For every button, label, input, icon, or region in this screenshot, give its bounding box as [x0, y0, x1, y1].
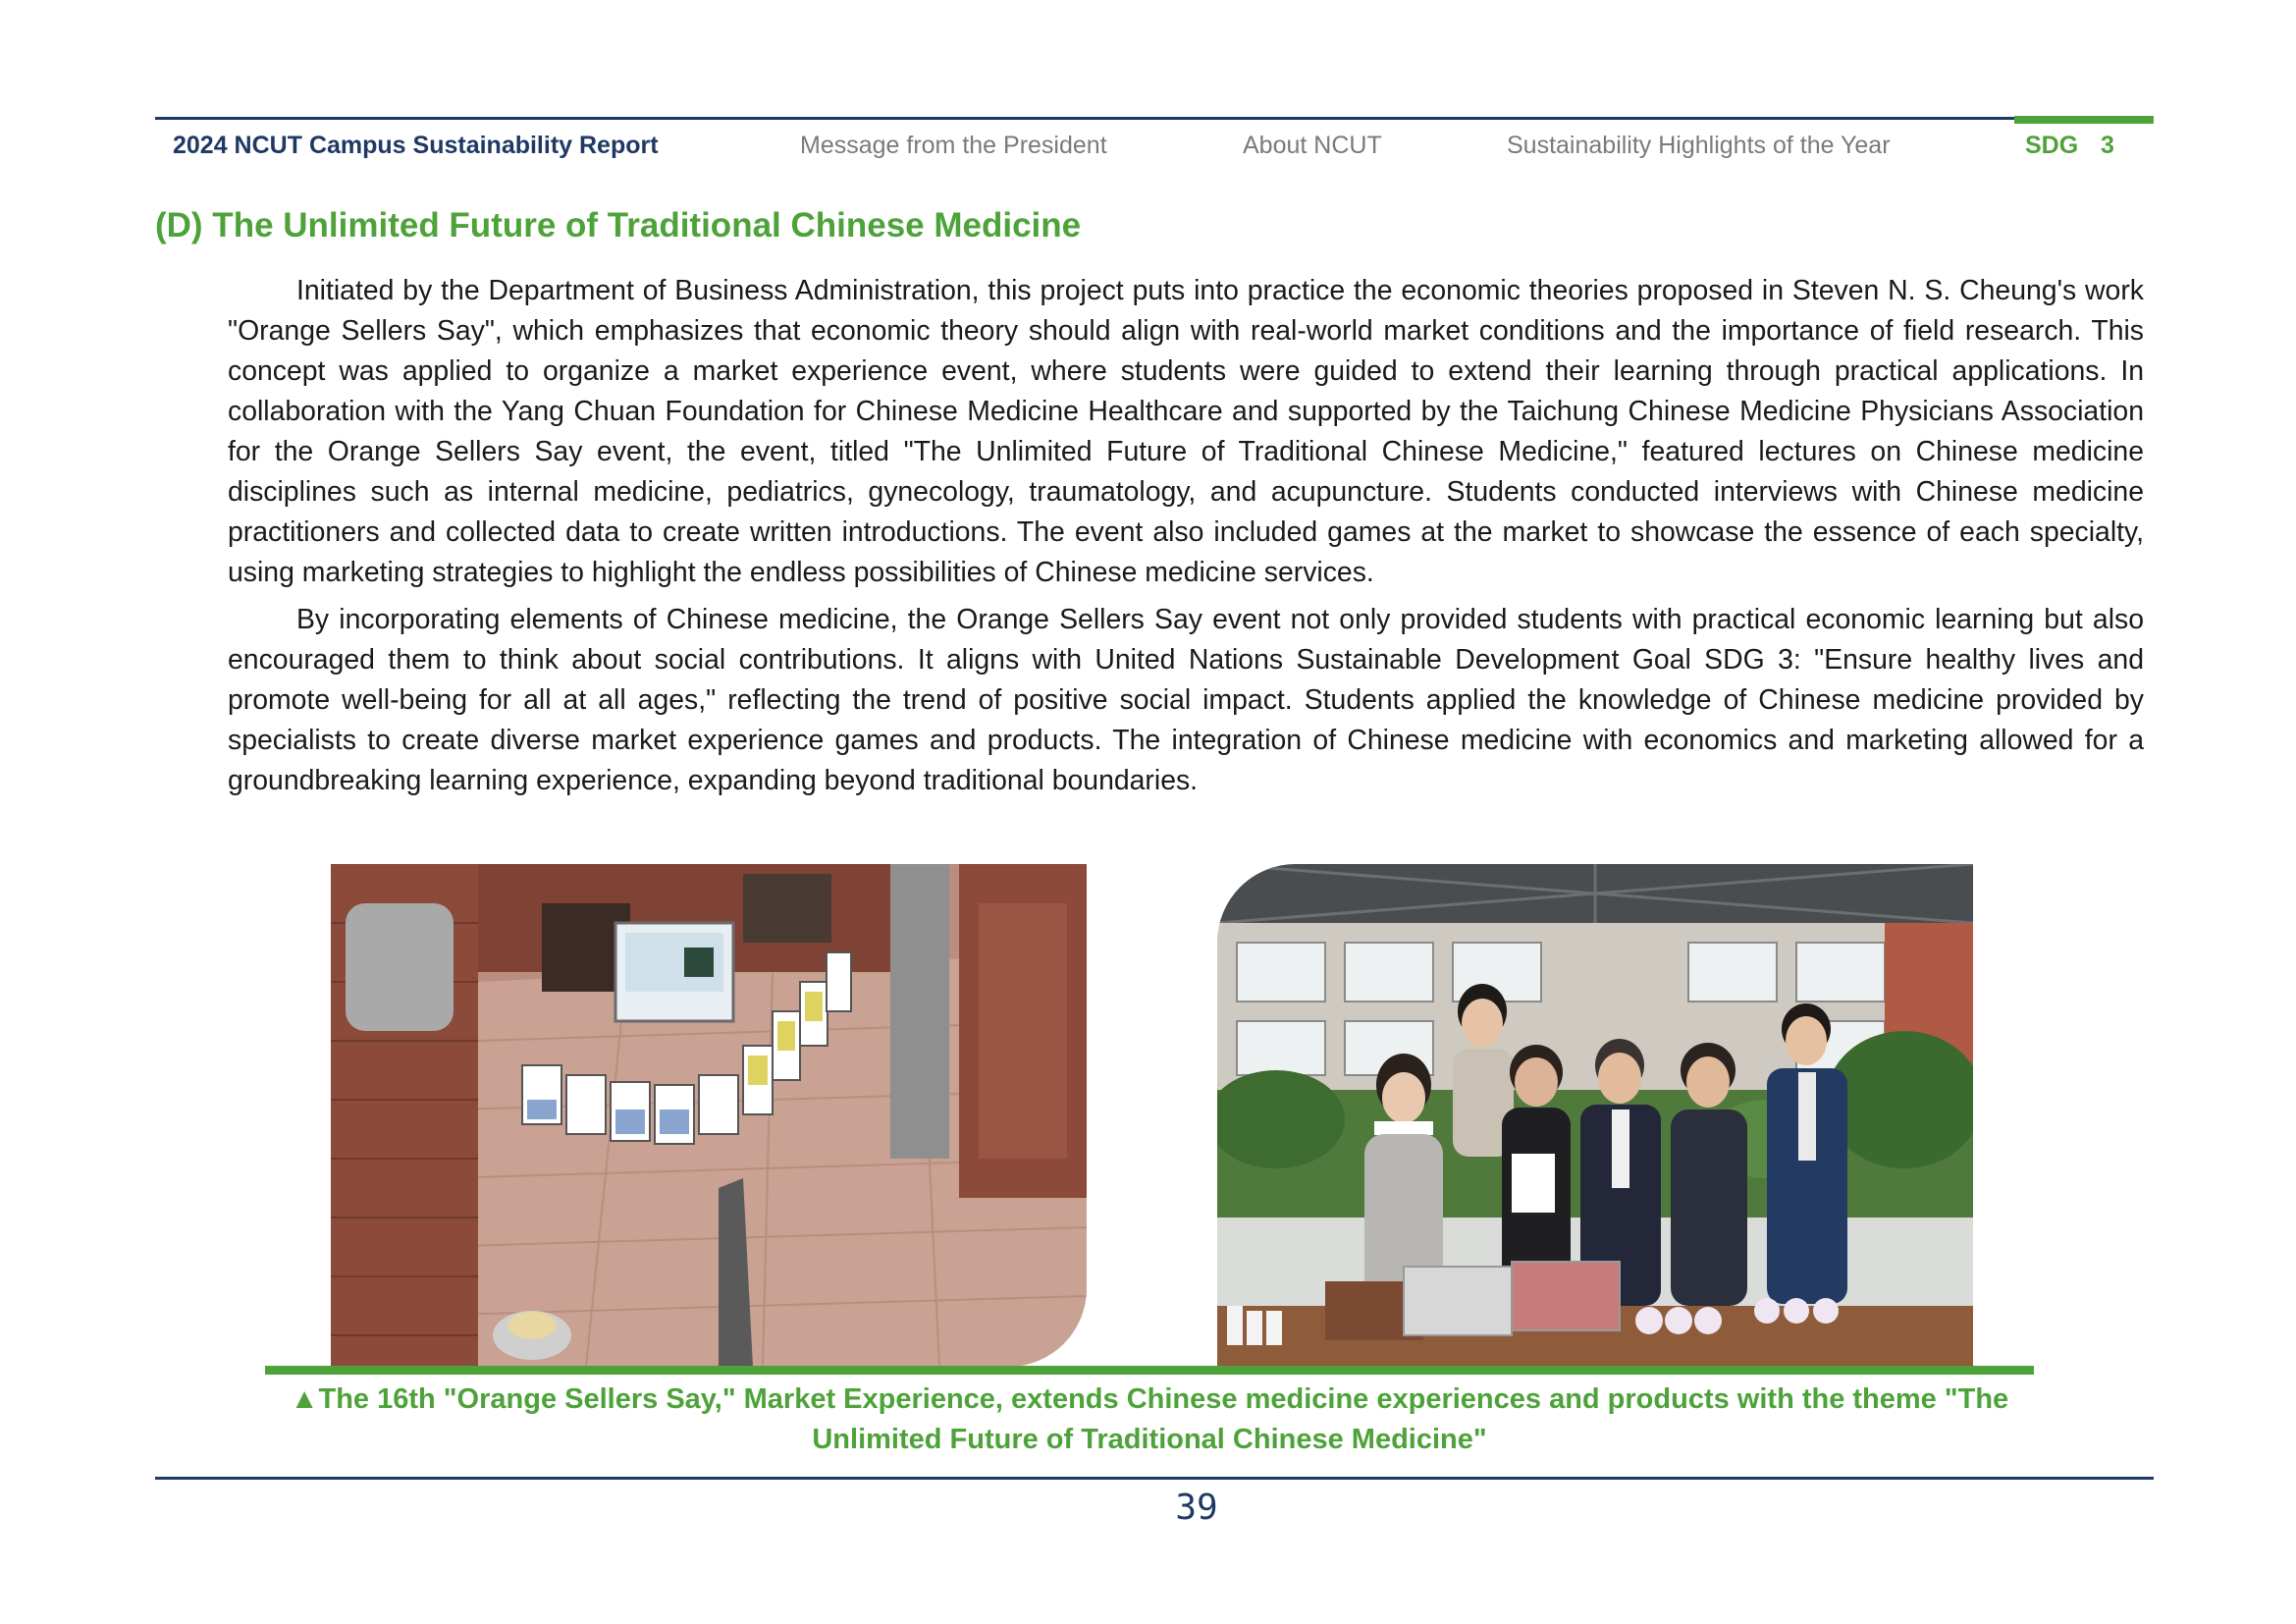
photo-group-booth [1217, 864, 1973, 1367]
sdg-number[interactable]: 3 [2101, 132, 2114, 159]
header-sdg-accent [2014, 116, 2154, 124]
body-paragraph-2: By incorporating elements of Chinese medicine, the Orange Sellers Say event not only provided students with practical economic learning but also encouraged them to think about social contributions. It aligns with United Nations Sustainable Development Goal SDG 3: "Ensure healthy lives and promote well-being for all at all ages," reflecting the trend of positive social impact. Students applied the knowledge of Chinese medicine provided by specialists to create diverse market experience games and products. The integration of Chinese medicine with economics and marketing allowed for a groundbreaking learning experience, expanding beyond traditional boundaries. [228, 604, 2144, 796]
report-title[interactable]: 2024 NCUT Campus Sustainability Report [173, 132, 659, 159]
nav-link-highlights[interactable]: Sustainability Highlights of the Year [1507, 132, 1891, 159]
footer-rule [155, 1477, 2154, 1480]
header-nav [155, 128, 2154, 163]
nav-link-about[interactable]: About NCUT [1243, 132, 1382, 159]
caption-bar [265, 1366, 2034, 1375]
photo-caption: ▲The 16th "Orange Sellers Say," Market Experience, extends Chinese medicine experiences and products with the theme "The Unlimited Future of Traditional Chinese Medicine" [290, 1383, 2009, 1455]
group-booth-illustration [1217, 864, 1973, 1367]
page-number: 39 [1175, 1488, 1218, 1528]
nav-link-president[interactable]: Message from the President [800, 132, 1107, 159]
header-rule [155, 117, 2014, 120]
sdg-label[interactable]: SDG [2025, 132, 2079, 159]
photo-courtyard-exhibition [331, 864, 1087, 1367]
body-paragraph-1: Initiated by the Department of Business Administration, this project puts into practice the economic theories proposed in Steven N. S. Cheung's work "Orange Sellers Say", which emphasizes that economic theory should align with real-world market conditions and the importance of field research. This concept was applied to organize a market experience event, where students were guided to extend their learning through practical applications. In collaboration with the Yang Chuan Foundation for Chinese Medicine Healthcare and supported by the Taichung Chinese Medicine Physicians Association for the Orange Sellers Say event, the event, titled "The Unlimited Future of Traditional Chinese Medicine," featured lectures on Chinese medicine disciplines such as internal medicine, pediatrics, gynecology, traumatology, and acupuncture. Students conducted interviews with Chinese medicine practitioners and collected data to create written introductions. The event also included games at the market to showcase the essence of each specialty, using marketing strategies to highlight the endless possibilities of Chinese medicine services. [228, 275, 2144, 588]
section-title: (D) The Unlimited Future of Traditional Chinese Medicine [155, 206, 1082, 244]
section-body [228, 271, 2144, 808]
courtyard-exhibition-illustration [331, 864, 1087, 1367]
